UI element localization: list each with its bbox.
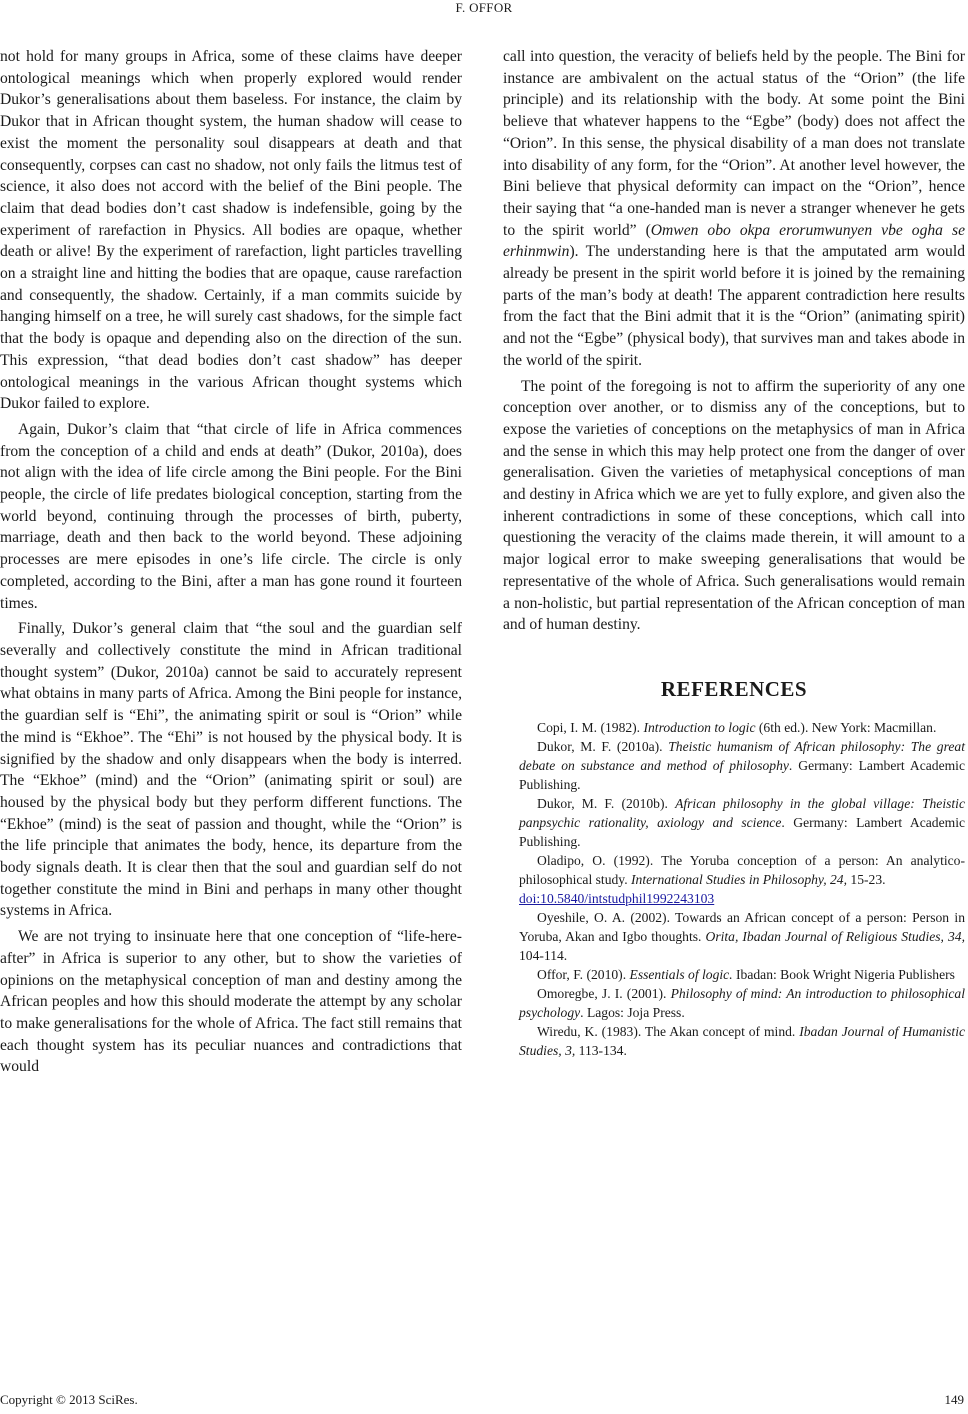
ref-title: International Studies in Philosophy, 24, xyxy=(631,871,847,887)
ref-text: Wiredu, K. (1983). The Akan concept of mind. xyxy=(537,1023,800,1039)
ref-text: (6th ed.). New York: Macmillan. xyxy=(755,719,937,735)
ref-text: Dukor, M. F. (2010b). xyxy=(537,795,676,811)
reference-item xyxy=(503,851,965,908)
ref-title: Philosophy of mind: An introduction to philosophical psychology xyxy=(519,985,965,1020)
ref-text: . Lagos: Joja Press. xyxy=(580,1004,685,1020)
ref-title: African philosophy in the global village: Theistic panpsychic rationality, axiology and science xyxy=(519,795,965,830)
ref-text: . Germany: Lambert Academic Publishing. xyxy=(519,757,965,792)
reference-item xyxy=(503,1022,965,1060)
ref-text: 113-134. xyxy=(575,1042,627,1058)
ref-title: Introduction to logic xyxy=(643,719,756,735)
ref-text: 15-23. xyxy=(847,871,886,887)
reference-item xyxy=(503,965,965,984)
ref-title: Ibadan Journal of Humanistic Studies, 3, xyxy=(519,1023,965,1058)
running-head: F. OFFOR xyxy=(455,0,513,15)
ref-text: Omoregbe, J. I. (2001). xyxy=(537,985,671,1001)
body-paragraph: Finally, Dukor’s general claim that “the soul and the guardian self severally and collectively constitute the mind in African traditional thought system” (Dukor, 2010a) cannot be said to accurately represent what obtains in many parts of Africa. Among the Bini people for instance, the guardian self is “Ehi”, the animating spirit or soul is “Orion” while the mind is “Ekhoe”. The “Ehi” is not housed by the physical body. It is signified by the shadow and only disappears when the body is interred. The “Ekhoe” (mind) and the “Orion” (animating spirit or soul) are housed by the physical body but they perform different functions. The “Ekhoe” (mind) is the seat of passion and thought, while the “Orion” is the life principle that animates the body, hence, its departure from the body signals death. It is clear then that the soul and guardian self do not together constitute the mind in Bini and perhaps in many other thought systems in Africa. xyxy=(0,620,462,920)
reference-item xyxy=(503,984,965,1022)
body-paragraph: Again, Dukor’s claim that “that circle of life in Africa commences from the conception of a child and ends at death” (Dukor, 2010a), does not align with the idea of life circle among the Bini people. For the Bini people, the circle of life predates biological conception, starting from the world beyond, continuing through the processes of birth, puberty, marriage, death and then back to the world beyond. These adjoining processes are mere episodes in one’s life circle. The circle is only completed, according to the Bini, after a man has gone round it fourteen times. xyxy=(0,420,462,612)
body-paragraph xyxy=(503,46,965,372)
reference-item xyxy=(503,737,965,794)
left-column xyxy=(0,46,462,1078)
ref-text: Copi, I. M. (1982). xyxy=(537,719,644,735)
ref-text: . Germany: Lambert Academic Publishing. xyxy=(519,814,965,849)
ref-text: 104-114. xyxy=(519,947,568,963)
ref-text: Oladipo, O. (1992). The Yoruba conception of a person: An analytico-philosophical study. xyxy=(519,852,965,887)
ref-text: Offor, F. (2010). xyxy=(537,966,630,982)
body-paragraph: not hold for many groups in Africa, some of these claims have deeper ontological meanings which when properly explored would render Dukor’s generalisations about them baseless. For instance, the claim by Dukor that in African thought system, the human shadow will cease to exist the moment the personality soul disappears at death and that consequently, corpses can cast no shadow, not only fails the litmus test of science, it also does not accord with the belief of the Bini people. The claim that dead bodies don’t cast shadow is indefensible, going by the experiment of rarefaction in Physics. All bodies are opaque, whether death or alive! By the experiment of rarefaction, light particles travelling on a straight line and hitting the bodies that are opaque, cause rarefaction and consequently, the shadow. Certainly, if a man commits suicide by hanging himself on a tree, he will surely cast shadows, for the simple fact that the body is opaque and depending also on the direction of the sun. This expression, “that dead bodies don’t cast shadow” has deeper ontological meanings in the various African thought systems which Dukor failed to explore. xyxy=(0,48,462,413)
ref-text: Dukor, M. F. (2010a). xyxy=(537,738,669,754)
page-number: 149 xyxy=(944,1392,964,1407)
ref-title: Orita, Ibadan Journal of Religious Studies, 34, xyxy=(705,928,965,944)
bini-saying-italic: Omwen obo okpa erorumwunyen vbe ogha se erhinmwin xyxy=(503,221,965,261)
copyright-notice: Copyright © 2013 SciRes. xyxy=(0,1392,138,1407)
right-column xyxy=(503,46,965,1060)
paragraph-text: call into question, the veracity of beliefs held by the people. The Bini for instance are ambivalent on the actual status of the “Orion” (the life principle) and its relationship with the body. At some point the Bini believe that whatever happens to the “Egbe” (body) does not affect the “Orion”. In this sense, the physical disability of a man does not translate into disability of any form, for the “Orion”. At another level however, the Bini believe that physical deformity can impact on the “Orion”, hence their saying that “a one-handed man is never a stranger whenever he gets to the spirit world” ( xyxy=(503,48,965,239)
reference-list xyxy=(503,718,965,1060)
ref-title: Theistic humanism of African philosophy: The great debate on substance and method of philosophy xyxy=(519,738,965,773)
body-paragraph: The point of the foregoing is not to affirm the superiority of any one conception over another, or to dismiss any of the conceptions, but to expose the varieties of conceptions on the metaphysics of man in Africa and the sense in which this may help protect one from the danger of over generalisation. Given the varieties of metaphysical conceptions of man and destiny in Africa which we are yet to fully explore, and given also the inherent contradictions in some of these conceptions, which call into questioning the veracity of the claims made therein, it will amount to a major logical error to make sweeping generalisations that would be representative of the whole of Africa. Such generalisations would remain a non-holistic, but partial representation of the African conception of man and of human destiny. xyxy=(503,377,965,634)
reference-item xyxy=(503,718,965,737)
doi-link[interactable]: doi:10.5840/intstudphil1992243103 xyxy=(519,890,715,906)
body-paragraph: We are not trying to insinuate here that one conception of “life-here-after” in Africa is superior to any other, but to show the varieties of opinions on the metaphysical conception of man and destiny among the African peoples and how this should moderate the attempt by any scholar to make generalisations for the whole of Africa. The fact still remains that each thought system has its peculiar nuances and contradictions that would xyxy=(0,928,462,1076)
ref-text: Ibadan: Book Wright Nigeria Publishers xyxy=(732,966,955,982)
paragraph-text: ). The understanding here is that the amputated arm would already be present in the spirit world before it is joined by the remaining parts of the man’s body at death! The apparent contradiction here results from the fact that the Bini admit that it is the “Orion” (animating spirit) and not the “Egbe” (physical body), that survives man and takes abode in the world of the spirit. xyxy=(503,243,965,369)
ref-title: Essentials of logic. xyxy=(629,966,733,982)
reference-item xyxy=(503,794,965,851)
reference-item xyxy=(503,908,965,965)
references-heading: REFERENCES xyxy=(660,676,808,701)
ref-text: Oyeshile, O. A. (2002). Towards an African concept of a person: Person in Yoruba, Akan and Igbo thoughts. xyxy=(519,909,965,944)
